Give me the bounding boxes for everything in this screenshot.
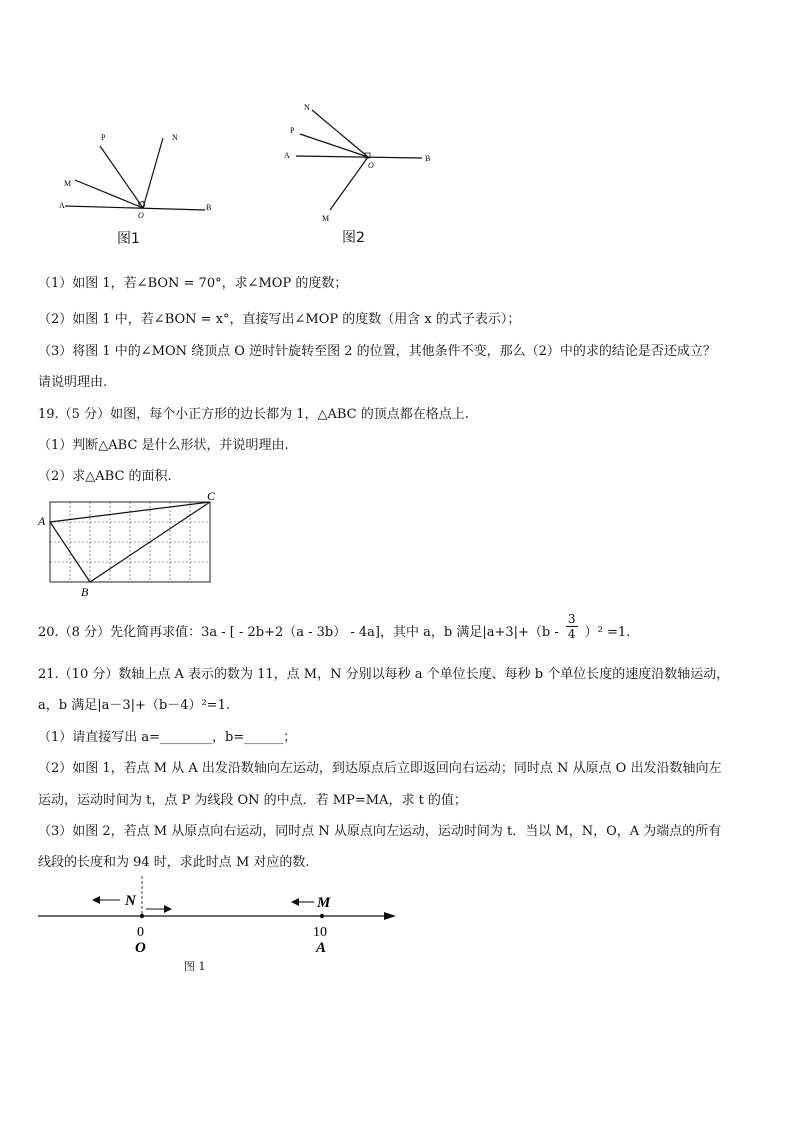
q21-numberline-figure <box>36 876 406 976</box>
q21-stem-line2: a，b 满足|a－3|+（b－4）²=1. <box>38 698 230 713</box>
figure-2-diagram <box>282 100 452 225</box>
q20-fraction <box>566 612 578 641</box>
fig1-label-B: B <box>206 203 212 212</box>
numberline-label-A: A <box>316 940 327 956</box>
q21-part-2-line2: 运动，运动时间为 t，点 P 为线段 ON 的中点．若 MP=MA，求 t 的值； <box>38 793 467 808</box>
q19-label-C: C <box>207 489 216 503</box>
fig2-label-O: O <box>368 161 374 170</box>
q20-fraction-denominator: 4 <box>567 627 576 641</box>
fig1-label-M: M <box>64 179 72 188</box>
fig2-label-A: A <box>284 151 290 160</box>
numberline-tick-10: 10 <box>313 925 327 940</box>
fig2-label-P: P <box>290 126 295 135</box>
figure-2 <box>282 100 452 250</box>
q21-stem-line1: 21.（10 分）数轴上点 A 表示的数为 11，点 M，N 分别以每秒 a 个单位长度、每秒 b 个单位长度的速度沿数轴运动， <box>38 667 730 682</box>
q21-part-2-line1: （2）如图 1，若点 M 从 A 出发沿数轴向左运动，到达原点后立即返回向右运动；同时点 N 从原点 O 出发沿数轴向左 <box>38 761 722 776</box>
numberline-tick-0: 0 <box>137 925 144 940</box>
q21-part-3-line1: （3）如图 2，若点 M 从原点向右运动，同时点 N 从原点向左运动，运动时间为 t．当以 M，N，O，A 为端点的所有 <box>38 824 722 839</box>
fig1-label-P: P <box>101 133 106 142</box>
fig1-caption: 图1 <box>117 231 140 247</box>
q20-expression: 20.（8 分）先化简再求值：3a - [ - 2b+2（a - 3b） - 4a]，其中 a，b 满足|a+3|+（b - <box>38 625 559 640</box>
figure-1-diagram <box>55 128 225 228</box>
fig1-label-O: O <box>138 211 144 220</box>
q20-expression-end: ）² =1. <box>584 625 631 640</box>
fig2-label-B: B <box>425 154 431 163</box>
q18-part-3-line2: 请说明理由. <box>38 375 108 390</box>
fig2-label-M: M <box>322 214 330 223</box>
q19-stem: 19.（5 分）如图，每个小正方形的边长都为 1，△ABC 的顶点都在格点上. <box>38 407 469 422</box>
fig2-label-N: N <box>304 103 310 112</box>
q18-part-1: （1）如图 1，若∠BON = 70°，求∠MOP 的度数； <box>38 276 348 291</box>
numberline-diagram <box>36 876 406 976</box>
q20-fraction-numerator: 3 <box>567 612 576 626</box>
q21-part-1: （1）请直接写出 a=________，b=______； <box>38 730 297 745</box>
q18-part-2: （2）如图 1 中，若∠BON = x°，直接写出∠MOP 的度数（用含 x 的式子表示）； <box>38 312 521 327</box>
q19-grid-figure <box>36 488 226 600</box>
q18-part-3-line1: （3）将图 1 中的∠MON 绕顶点 O 逆时针旋转至图 2 的位置，其他条件不变，那么（2）中的求的结论是否还成立？ <box>38 344 716 359</box>
fig1-label-A: A <box>59 201 65 210</box>
fig2-caption: 图2 <box>342 230 365 246</box>
q19-label-A: A <box>38 514 46 528</box>
numberline-label-N: N <box>125 893 136 909</box>
q21-part-3-line2: 线段的长度和为 94 时，求此时点 M 对应的数. <box>38 855 310 870</box>
numberline-label-O: O <box>135 940 146 956</box>
fig1-label-N: N <box>172 133 178 142</box>
q19-label-B: B <box>81 585 89 599</box>
figure-1 <box>55 128 225 253</box>
numberline-label-M: M <box>317 895 331 911</box>
numberline-caption: 图 1 <box>184 960 206 973</box>
q19-part-2: （2）求△ABC 的面积. <box>38 469 172 484</box>
q19-part-1: （1）判断△ABC 是什么形状，并说明理由. <box>38 438 289 453</box>
q20-line <box>38 612 630 644</box>
q19-grid-diagram <box>36 488 226 600</box>
